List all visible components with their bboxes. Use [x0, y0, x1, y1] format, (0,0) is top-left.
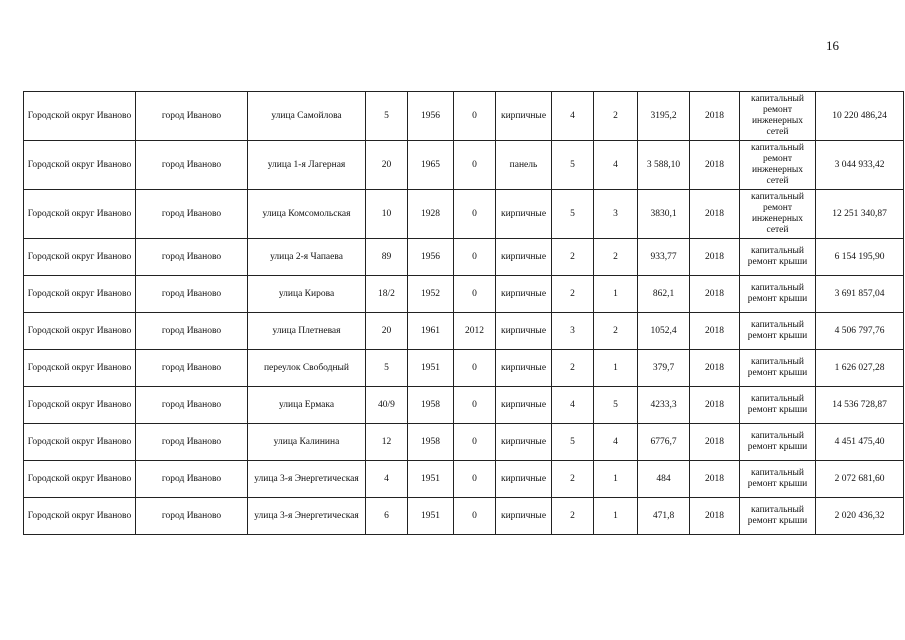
- street-cell: улица Ермака: [248, 387, 366, 424]
- work-type-cell: капитальный ремонт крыши: [740, 387, 816, 424]
- cost-cell: 6 154 195,90: [816, 239, 904, 276]
- year-built-cell: 1961: [408, 313, 454, 350]
- year-renovated-cell: 2012: [454, 313, 496, 350]
- table-row: [24, 276, 904, 313]
- year-renovated-cell: 0: [454, 190, 496, 239]
- wall-material-cell: кирпичные: [496, 350, 552, 387]
- cost-cell: 2 020 436,32: [816, 498, 904, 535]
- area-cell: 3195,2: [638, 92, 690, 141]
- plan-year-cell: 2018: [690, 387, 740, 424]
- street-cell: улица Плетневая: [248, 313, 366, 350]
- area-cell: 3 588,10: [638, 141, 690, 190]
- floors-cell: 5: [552, 141, 594, 190]
- cost-cell: 2 072 681,60: [816, 461, 904, 498]
- cost-cell: 3 691 857,04: [816, 276, 904, 313]
- house-number-cell: 5: [366, 350, 408, 387]
- entrances-cell: 3: [594, 190, 638, 239]
- area-cell: 862,1: [638, 276, 690, 313]
- city-cell: город Иваново: [136, 190, 248, 239]
- district-cell: Городской округ Иваново: [24, 461, 136, 498]
- year-built-cell: 1951: [408, 461, 454, 498]
- year-built-cell: 1951: [408, 350, 454, 387]
- district-cell: Городской округ Иваново: [24, 190, 136, 239]
- floors-cell: 2: [552, 498, 594, 535]
- house-number-cell: 20: [366, 141, 408, 190]
- year-renovated-cell: 0: [454, 350, 496, 387]
- work-type-cell: капитальный ремонт крыши: [740, 276, 816, 313]
- wall-material-cell: панель: [496, 141, 552, 190]
- cost-cell: 1 626 027,28: [816, 350, 904, 387]
- year-built-cell: 1956: [408, 239, 454, 276]
- year-built-cell: 1951: [408, 498, 454, 535]
- cost-cell: 14 536 728,87: [816, 387, 904, 424]
- work-type-cell: капитальный ремонт крыши: [740, 239, 816, 276]
- plan-year-cell: 2018: [690, 461, 740, 498]
- district-cell: Городской округ Иваново: [24, 313, 136, 350]
- house-number-cell: 20: [366, 313, 408, 350]
- floors-cell: 3: [552, 313, 594, 350]
- house-number-cell: 6: [366, 498, 408, 535]
- street-cell: улица Комсомольская: [248, 190, 366, 239]
- plan-year-cell: 2018: [690, 498, 740, 535]
- street-cell: улица Кирова: [248, 276, 366, 313]
- housing-registry-table: [23, 91, 904, 535]
- work-type-cell: капитальный ремонт крыши: [740, 498, 816, 535]
- wall-material-cell: кирпичные: [496, 387, 552, 424]
- entrances-cell: 2: [594, 92, 638, 141]
- wall-material-cell: кирпичные: [496, 92, 552, 141]
- table-body: [24, 92, 904, 535]
- page-number: 16: [826, 38, 839, 53]
- street-cell: улица 2-я Чапаева: [248, 239, 366, 276]
- year-renovated-cell: 0: [454, 424, 496, 461]
- floors-cell: 2: [552, 461, 594, 498]
- wall-material-cell: кирпичные: [496, 276, 552, 313]
- city-cell: город Иваново: [136, 313, 248, 350]
- entrances-cell: 5: [594, 387, 638, 424]
- district-cell: Городской округ Иваново: [24, 276, 136, 313]
- floors-cell: 4: [552, 387, 594, 424]
- area-cell: 484: [638, 461, 690, 498]
- street-cell: улица Калинина: [248, 424, 366, 461]
- district-cell: Городской округ Иваново: [24, 92, 136, 141]
- work-type-cell: капитальный ремонт инженерных сетей: [740, 92, 816, 141]
- district-cell: Городской округ Иваново: [24, 350, 136, 387]
- street-cell: улица 3-я Энергетическая: [248, 461, 366, 498]
- area-cell: 933,77: [638, 239, 690, 276]
- district-cell: Городской округ Иваново: [24, 387, 136, 424]
- table-row: [24, 239, 904, 276]
- area-cell: 4233,3: [638, 387, 690, 424]
- wall-material-cell: кирпичные: [496, 239, 552, 276]
- floors-cell: 2: [552, 350, 594, 387]
- plan-year-cell: 2018: [690, 92, 740, 141]
- floors-cell: 2: [552, 276, 594, 313]
- floors-cell: 5: [552, 190, 594, 239]
- house-number-cell: 40/9: [366, 387, 408, 424]
- area-cell: 3830,1: [638, 190, 690, 239]
- work-type-cell: капитальный ремонт крыши: [740, 424, 816, 461]
- plan-year-cell: 2018: [690, 239, 740, 276]
- city-cell: город Иваново: [136, 350, 248, 387]
- district-cell: Городской округ Иваново: [24, 141, 136, 190]
- work-type-cell: капитальный ремонт инженерных сетей: [740, 190, 816, 239]
- year-renovated-cell: 0: [454, 92, 496, 141]
- floors-cell: 4: [552, 92, 594, 141]
- street-cell: улица 1-я Лагерная: [248, 141, 366, 190]
- table-row: [24, 424, 904, 461]
- wall-material-cell: кирпичные: [496, 498, 552, 535]
- year-built-cell: 1928: [408, 190, 454, 239]
- city-cell: город Иваново: [136, 461, 248, 498]
- entrances-cell: 1: [594, 461, 638, 498]
- year-renovated-cell: 0: [454, 461, 496, 498]
- house-number-cell: 12: [366, 424, 408, 461]
- cost-cell: 3 044 933,42: [816, 141, 904, 190]
- area-cell: 471,8: [638, 498, 690, 535]
- city-cell: город Иваново: [136, 424, 248, 461]
- area-cell: 379,7: [638, 350, 690, 387]
- plan-year-cell: 2018: [690, 276, 740, 313]
- work-type-cell: капитальный ремонт крыши: [740, 461, 816, 498]
- wall-material-cell: кирпичные: [496, 461, 552, 498]
- year-renovated-cell: 0: [454, 141, 496, 190]
- entrances-cell: 2: [594, 313, 638, 350]
- table-row: [24, 461, 904, 498]
- entrances-cell: 4: [594, 424, 638, 461]
- street-cell: переулок Свободный: [248, 350, 366, 387]
- year-renovated-cell: 0: [454, 276, 496, 313]
- table-row: [24, 387, 904, 424]
- city-cell: город Иваново: [136, 276, 248, 313]
- street-cell: улица 3-я Энергетическая: [248, 498, 366, 535]
- table-row: [24, 92, 904, 141]
- year-renovated-cell: 0: [454, 498, 496, 535]
- work-type-cell: капитальный ремонт крыши: [740, 313, 816, 350]
- city-cell: город Иваново: [136, 141, 248, 190]
- table-row: [24, 141, 904, 190]
- plan-year-cell: 2018: [690, 350, 740, 387]
- city-cell: город Иваново: [136, 387, 248, 424]
- house-number-cell: 5: [366, 92, 408, 141]
- city-cell: город Иваново: [136, 498, 248, 535]
- plan-year-cell: 2018: [690, 141, 740, 190]
- entrances-cell: 1: [594, 276, 638, 313]
- area-cell: 1052,4: [638, 313, 690, 350]
- district-cell: Городской округ Иваново: [24, 424, 136, 461]
- year-built-cell: 1956: [408, 92, 454, 141]
- year-built-cell: 1958: [408, 387, 454, 424]
- table-row: [24, 190, 904, 239]
- work-type-cell: капитальный ремонт крыши: [740, 350, 816, 387]
- house-number-cell: 4: [366, 461, 408, 498]
- table-row: [24, 350, 904, 387]
- house-number-cell: 18/2: [366, 276, 408, 313]
- city-cell: город Иваново: [136, 92, 248, 141]
- entrances-cell: 1: [594, 498, 638, 535]
- table-row: [24, 313, 904, 350]
- wall-material-cell: кирпичные: [496, 190, 552, 239]
- floors-cell: 5: [552, 424, 594, 461]
- cost-cell: 4 451 475,40: [816, 424, 904, 461]
- street-cell: улица Самойлова: [248, 92, 366, 141]
- plan-year-cell: 2018: [690, 313, 740, 350]
- wall-material-cell: кирпичные: [496, 313, 552, 350]
- house-number-cell: 89: [366, 239, 408, 276]
- wall-material-cell: кирпичные: [496, 424, 552, 461]
- district-cell: Городской округ Иваново: [24, 498, 136, 535]
- year-built-cell: 1958: [408, 424, 454, 461]
- district-cell: Городской округ Иваново: [24, 239, 136, 276]
- plan-year-cell: 2018: [690, 190, 740, 239]
- work-type-cell: капитальный ремонт инженерных сетей: [740, 141, 816, 190]
- area-cell: 6776,7: [638, 424, 690, 461]
- plan-year-cell: 2018: [690, 424, 740, 461]
- cost-cell: 10 220 486,24: [816, 92, 904, 141]
- year-renovated-cell: 0: [454, 239, 496, 276]
- year-renovated-cell: 0: [454, 387, 496, 424]
- cost-cell: 4 506 797,76: [816, 313, 904, 350]
- table-row: [24, 498, 904, 535]
- house-number-cell: 10: [366, 190, 408, 239]
- year-built-cell: 1952: [408, 276, 454, 313]
- entrances-cell: 1: [594, 350, 638, 387]
- entrances-cell: 4: [594, 141, 638, 190]
- city-cell: город Иваново: [136, 239, 248, 276]
- entrances-cell: 2: [594, 239, 638, 276]
- year-built-cell: 1965: [408, 141, 454, 190]
- cost-cell: 12 251 340,87: [816, 190, 904, 239]
- floors-cell: 2: [552, 239, 594, 276]
